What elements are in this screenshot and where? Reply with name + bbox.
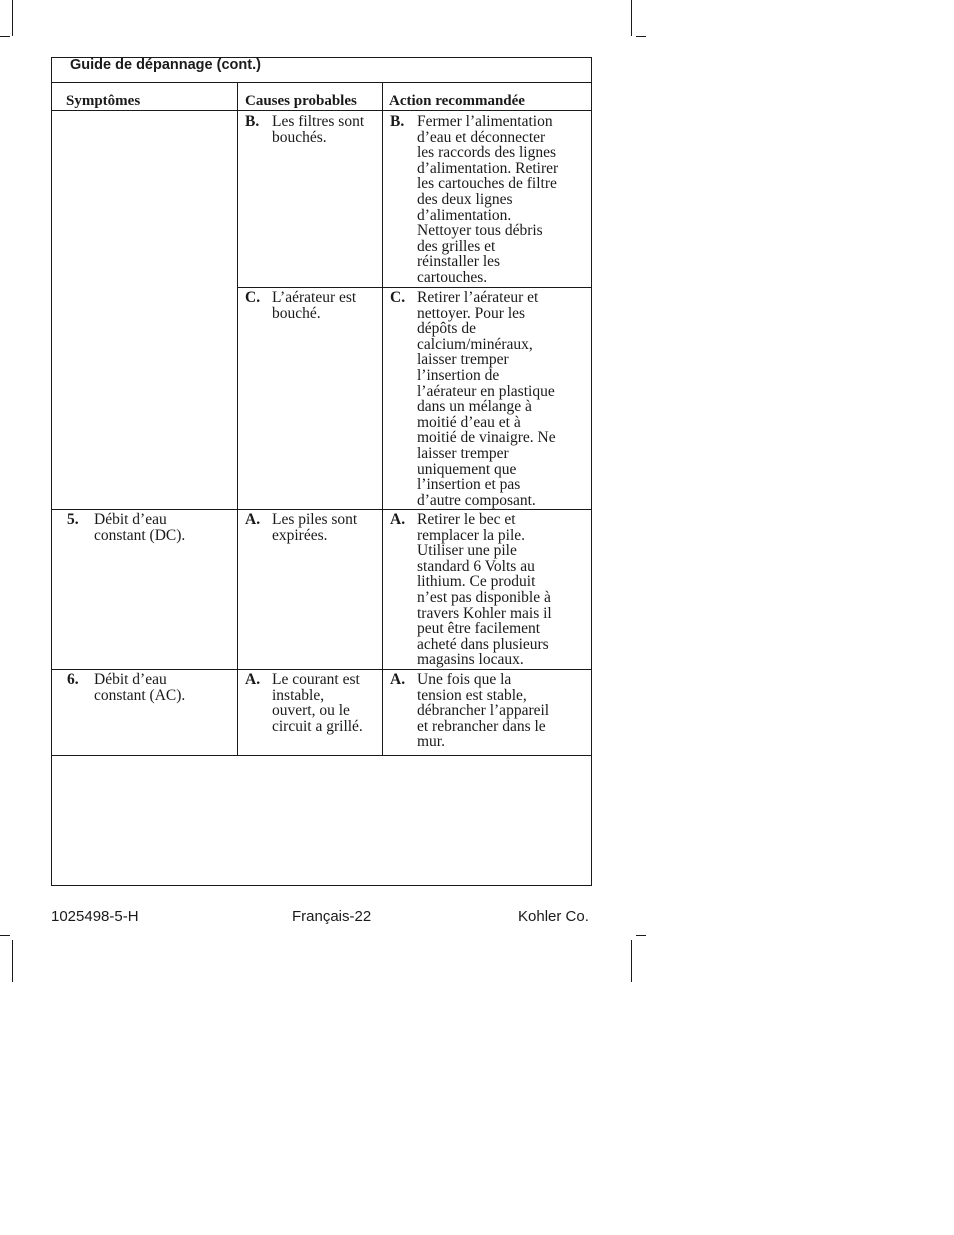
action-text — [417, 114, 558, 286]
cause-mark: B. — [245, 113, 260, 130]
cause-text — [272, 290, 356, 321]
symptom-mark: 6. — [67, 671, 79, 688]
text-line: calcium/minéraux, — [417, 335, 533, 353]
text-line: Retirer l’aérateur et — [417, 289, 539, 306]
text-line: et rebrancher dans le — [417, 717, 546, 735]
crop-mark — [0, 36, 10, 37]
text-line: L’aérateur est — [272, 289, 357, 306]
table-title: Guide de dépannage (cont.) — [52, 58, 591, 83]
cause-text — [272, 512, 357, 543]
action-mark: B. — [390, 113, 405, 130]
text-line: d’alimentation. Retirer — [417, 159, 559, 177]
text-line: Fermer l’alimentation — [417, 113, 553, 130]
text-line: bouché. — [272, 304, 321, 322]
text-line: moitié d’eau et à — [417, 413, 521, 431]
text-line: cartouches. — [417, 268, 488, 286]
text-line: les cartouches de filtre — [417, 175, 557, 193]
text-line: Retirer le bec et — [417, 511, 516, 528]
header-causes: Causes probables — [238, 83, 383, 111]
text-line: Utiliser une pile — [417, 542, 517, 560]
cause-text — [272, 672, 363, 734]
text-line: acheté dans plusieurs — [417, 635, 549, 653]
text-line: circuit a grillé. — [272, 717, 363, 735]
crop-mark — [12, 0, 13, 36]
text-line: dépôts de — [417, 320, 476, 338]
action-mark: C. — [390, 289, 406, 306]
text-line: uniquement que — [417, 460, 517, 478]
text-line: tension est stable, — [417, 686, 527, 704]
text-line: mur. — [417, 733, 445, 751]
crop-mark — [631, 940, 632, 982]
action-text — [417, 672, 549, 750]
action-text — [417, 290, 556, 508]
text-line: standard 6 Volts au — [417, 557, 535, 575]
text-line: Les filtres sont — [272, 113, 365, 130]
text-line: débrancher l’appareil — [417, 702, 550, 720]
footer-company: Kohler Co. — [518, 908, 589, 925]
text-line: lithium. Ce produit — [417, 573, 536, 591]
text-line: l’insertion de — [417, 366, 500, 384]
row-divider — [237, 287, 592, 288]
crop-mark — [636, 36, 646, 37]
text-line: des grilles et — [417, 237, 496, 255]
text-line: d’alimentation. — [417, 206, 512, 224]
text-line: l’insertion et pas — [417, 476, 521, 494]
crop-mark — [631, 0, 632, 36]
footer-doc-number: 1025498-5-H — [51, 908, 139, 925]
text-line: bouchés. — [272, 128, 327, 146]
text-line: constant (AC). — [94, 686, 186, 704]
text-line: Une fois que la — [417, 671, 512, 688]
cause-mark: C. — [245, 289, 261, 306]
crop-mark — [12, 940, 13, 982]
cause-mark: A. — [245, 671, 261, 688]
text-line: constant (DC). — [94, 526, 186, 544]
cause-text — [272, 114, 364, 145]
action-text — [417, 512, 552, 668]
text-line: n’est pas disponible à — [417, 588, 551, 606]
crop-mark — [0, 935, 10, 936]
text-line: expirées. — [272, 526, 328, 544]
symptom-mark: 5. — [67, 511, 79, 528]
row-divider — [52, 669, 592, 670]
text-line: laisser tremper — [417, 444, 509, 462]
symptom-text — [94, 672, 185, 703]
symptom-text — [94, 512, 185, 543]
action-mark: A. — [390, 671, 406, 688]
text-line: instable, — [272, 686, 325, 704]
cause-mark: A. — [245, 511, 261, 528]
header-actions: Action recommandée — [383, 83, 592, 111]
row-divider — [52, 755, 592, 756]
text-line: magasins locaux. — [417, 651, 524, 669]
text-line: d’autre composant. — [417, 491, 536, 509]
row-divider — [52, 509, 592, 510]
text-line: moitié de vinaigre. Ne — [417, 429, 556, 447]
text-line: nettoyer. Pour les — [417, 304, 526, 322]
crop-mark — [636, 935, 646, 936]
text-line: dans un mélange à — [417, 398, 532, 416]
text-line: les raccords des lignes — [417, 144, 557, 162]
text-line: Débit d’eau — [94, 671, 167, 688]
text-line: des deux lignes — [417, 190, 513, 208]
text-line: l’aérateur en plastique — [417, 382, 555, 400]
action-mark: A. — [390, 511, 406, 528]
text-line: réinstaller les — [417, 253, 501, 271]
column-divider — [382, 83, 383, 756]
troubleshooting-table — [51, 57, 592, 886]
header-symptoms: Symptômes — [52, 83, 238, 111]
text-line: d’eau et déconnecter — [417, 128, 546, 146]
text-line: laisser tremper — [417, 351, 509, 369]
text-line: ouvert, ou le — [272, 702, 350, 720]
text-line: travers Kohler mais il — [417, 604, 552, 622]
text-line: Les piles sont — [272, 511, 358, 528]
text-line: Débit d’eau — [94, 511, 167, 528]
text-line: remplacer la pile. — [417, 526, 526, 544]
column-divider — [237, 83, 238, 756]
text-line: Nettoyer tous débris — [417, 222, 543, 240]
text-line: peut être facilement — [417, 620, 541, 638]
footer-page-label: Français-22 — [292, 908, 372, 925]
text-line: Le courant est — [272, 671, 360, 688]
